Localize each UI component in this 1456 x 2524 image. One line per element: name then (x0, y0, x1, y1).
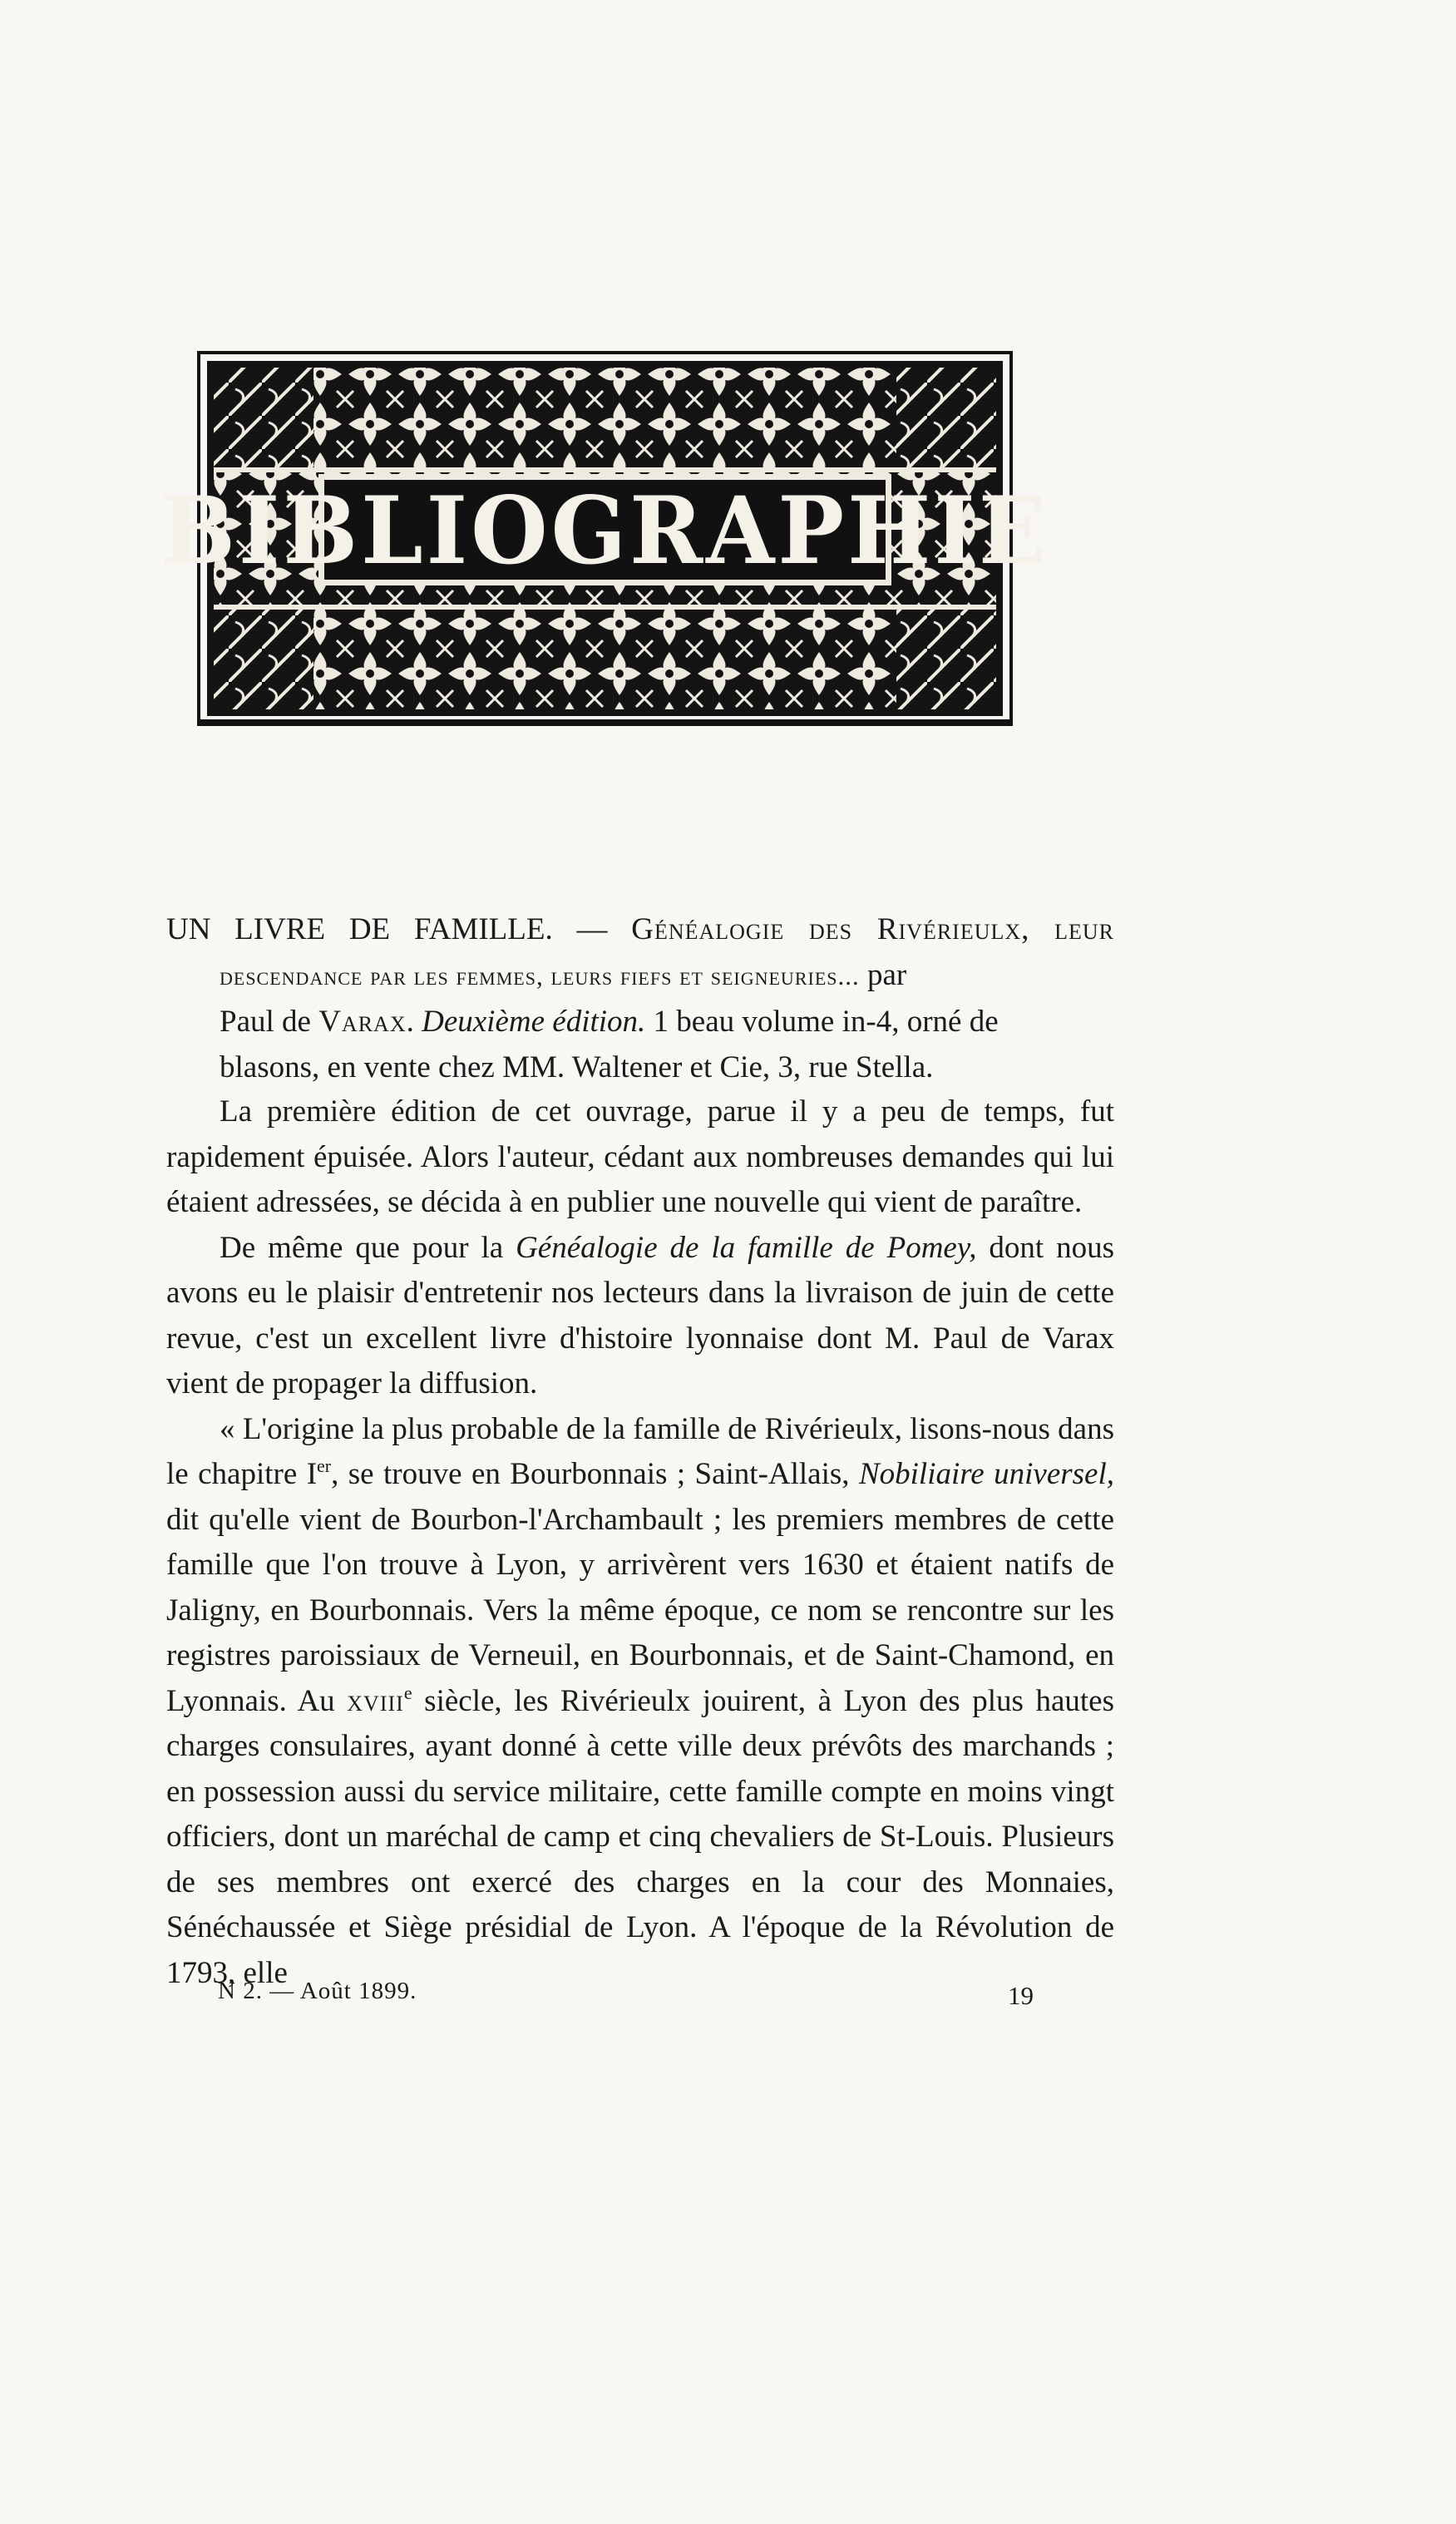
page-number: 19 (1008, 1981, 1034, 2010)
entry-subtitle-cont: descendance par les femmes, leurs fiefs et seigneuries... (220, 961, 860, 990)
entry-author: Varax (318, 1005, 407, 1039)
p3-century: xviii (347, 1683, 404, 1718)
entry-line-4: blasons, en vente chez MM. Waltener et Cie, 3, rue Stella. (220, 1050, 934, 1084)
entry-line-2 (166, 952, 1114, 999)
bibliographic-entry (166, 906, 1114, 1090)
entry-author-prefix: Paul de (220, 1005, 319, 1039)
p2-italic: Généalogie de la famille de Pomey, (516, 1230, 977, 1265)
entry-par: par (859, 958, 907, 992)
entry-subtitle: Généalogie des Rivérieulx, leur (631, 912, 1115, 946)
paragraph-1: La première édition de cet ouvrage, parue il y a peu de temps, fut rapidement épuisée. Alors l'auteur, cédant aux nombreuses demandes qui lui étaient adressées, se décida à en publier une nouvelle qui vient de paraître. (166, 1094, 1114, 1219)
p2-text-b: dont nous avons eu le plaisir d'entretenir nos lecteurs dans la livraison de juin de cette revue, c'est un excellent livre d'histoire lyonnaise dont M. Paul de Varax vient de propager la diffusion. (166, 1230, 1114, 1400)
entry-format: 1 beau volume in-4, orné de (645, 1005, 999, 1039)
bibliographie-banner (160, 349, 1049, 728)
p3-superscript-1: er (317, 1455, 332, 1476)
p3-text-a: « L'origine la plus probable de la famille de Rivérieulx, lisons-nous dans le chapitre I (166, 1411, 1114, 1491)
entry-heading (166, 906, 1114, 952)
entry-title: UN LIVRE DE FAMILLE. (166, 912, 553, 946)
p2-text-a: De même que pour la (220, 1230, 516, 1265)
article-body (166, 1089, 1114, 1996)
entry-sep: . (406, 1005, 422, 1039)
entry-edition: Deuxième édition. (422, 1005, 646, 1039)
entry-dash: — (552, 912, 632, 946)
issue-footer: N 2. — Août 1899. (218, 1978, 417, 2004)
p3-italic: Nobiliaire universel, (858, 1457, 1114, 1491)
entry-line-3 (166, 999, 1114, 1045)
paragraph-3 (166, 1407, 1114, 1997)
banner-title: BIBLIOGRAPHIE (160, 475, 1049, 585)
p3-text-b: , se trouve en Bourbonnais ; Saint-Allais, (331, 1457, 859, 1491)
p3-superscript-2: e (403, 1682, 412, 1703)
paragraph-2 (166, 1226, 1114, 1407)
p3-text-d: siècle, les Rivérieulx jouirent, à Lyon des plus hautes charges consulaires, ayant donné à cette ville deux prévôts des marchands ; en possession aussi du service militaire, cette famille compte en moins vingt officiers, dont un maréchal de camp et cinq chevaliers de St-Louis. Plusieurs de ses membres ont exercé des charges en la cour des Monnaies, Sénéchaussée et Siège présidial de Lyon. A l'époque de la Révolution de 1793, elle (166, 1683, 1114, 1990)
p3-text-c: dit qu'elle vient de Bourbon-l'Archambault ; les premiers membres de cette famille que l'on trouve à Lyon, y arrivèrent vers 1630 et étaient natifs de Jaligny, en Bourbonnais. Vers la même époque, ce nom se rencontre sur les registres paroissiaux de Verneuil, en Bourbonnais, et de Saint-Chamond, en Lyonnais. Au (166, 1502, 1114, 1718)
